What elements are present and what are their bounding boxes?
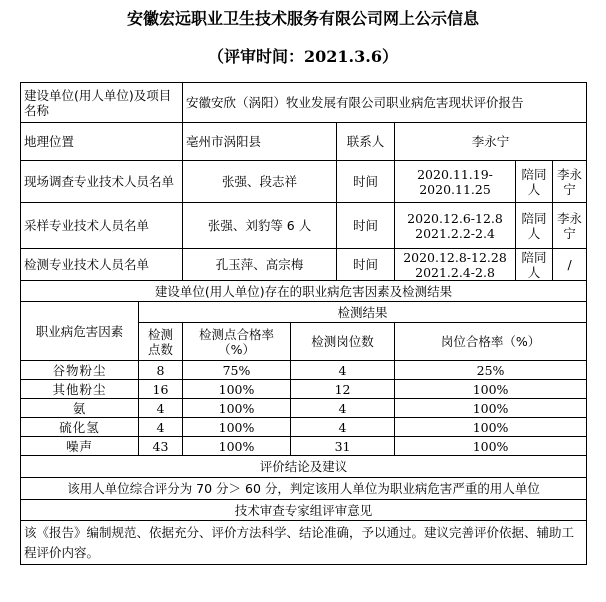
survey-companion-label: 陪同人 <box>516 161 553 203</box>
post-rate-cell: 100% <box>395 380 587 399</box>
location-row <box>21 123 587 161</box>
disclosure-table <box>20 82 587 565</box>
contact-value: 李永宁 <box>395 123 587 161</box>
hazards-title-row <box>21 281 587 302</box>
review-title: 技术审查专家组评审意见 <box>21 500 587 521</box>
col-point-rate: 检测点合格率（%） <box>183 323 291 361</box>
posts-cell: 12 <box>291 380 395 399</box>
posts-cell: 4 <box>291 399 395 418</box>
results-header: 检测结果 <box>139 302 587 323</box>
hazards-header-row <box>21 302 587 323</box>
point-rate-cell: 100% <box>183 418 291 437</box>
points-cell: 4 <box>139 399 183 418</box>
conclusion-title: 评价结论及建议 <box>21 456 587 478</box>
factor-cell: 氨 <box>21 399 139 418</box>
location-value: 亳州市涡阳县 <box>183 123 337 161</box>
sampling-companion-label: 陪同人 <box>516 203 553 249</box>
review-text: 该《报告》编制规范、依据充分、评价方法科学、结论准确，予以通过。建议完善评价依据、辅助工程评价内容。 <box>21 521 587 565</box>
location-label: 地理位置 <box>21 123 183 161</box>
conclusion-text-row <box>21 478 587 500</box>
page-title: 安徽宏远职业卫生技术服务有限公司网上公示信息 <box>126 9 479 28</box>
testing-companion-value: / <box>553 249 587 281</box>
point-rate-cell: 100% <box>183 399 291 418</box>
sampling-time-value <box>395 203 516 249</box>
sampling-time-line2: 2021.2.2-2.4 <box>415 225 495 241</box>
points-cell: 4 <box>139 418 183 437</box>
factor-cell: 噪声 <box>21 437 139 456</box>
sampling-companion-value: 李永宁 <box>553 203 587 249</box>
post-rate-cell: 25% <box>395 361 587 380</box>
table-row <box>21 380 587 399</box>
table-row <box>21 418 587 437</box>
points-cell: 8 <box>139 361 183 380</box>
factor-header: 职业病危害因素 <box>21 302 139 361</box>
contact-label: 联系人 <box>337 123 395 161</box>
review-time: （评审时间：2021.3.6） <box>208 47 398 66</box>
post-rate-cell: 100% <box>395 418 587 437</box>
sampling-time-label: 时间 <box>337 203 395 249</box>
posts-cell: 31 <box>291 437 395 456</box>
conclusion-title-row <box>21 456 587 478</box>
conclusion-text: 该用人单位综合评分为 70 分＞ 60 分，判定该用人单位为职业病危害严重的用人单位 <box>21 478 587 500</box>
col-post-rate: 岗位合格率（%） <box>395 323 587 361</box>
testing-row <box>21 249 587 281</box>
posts-cell: 4 <box>291 418 395 437</box>
points-cell: 16 <box>139 380 183 399</box>
table-row <box>21 399 587 418</box>
survey-companion-value: 李永宁 <box>553 161 587 203</box>
survey-value: 张强、段志祥 <box>183 161 337 203</box>
review-title-row <box>21 500 587 521</box>
post-rate-cell: 100% <box>395 437 587 456</box>
unit-label: 建设单位(用人单位)及项目名称 <box>21 83 183 123</box>
factor-cell: 其他粉尘 <box>21 380 139 399</box>
sampling-value: 张强、刘豹等 6 人 <box>183 203 337 249</box>
point-rate-cell: 75% <box>183 361 291 380</box>
survey-time-label: 时间 <box>337 161 395 203</box>
testing-time-value <box>395 249 516 281</box>
review-text-row <box>21 521 587 565</box>
points-cell: 43 <box>139 437 183 456</box>
survey-row <box>21 161 587 203</box>
survey-time-value: 2020.11.19-2020.11.25 <box>395 161 516 203</box>
testing-time-line2: 2021.2.4-2.8 <box>415 264 495 280</box>
table-row <box>21 361 587 380</box>
survey-label: 现场调查专业技术人员名单 <box>21 161 183 203</box>
post-rate-cell: 100% <box>395 399 587 418</box>
sampling-time-line1: 2020.12.6-12.8 <box>407 210 503 226</box>
col-points: 检测点数 <box>139 323 183 361</box>
unit-value: 安徽安欣（涡阳）牧业发展有限公司职业病危害现状评价报告 <box>183 83 587 123</box>
testing-label: 检测专业技术人员名单 <box>21 249 183 281</box>
point-rate-cell: 100% <box>183 437 291 456</box>
point-rate-cell: 100% <box>183 380 291 399</box>
factor-cell: 谷物粉尘 <box>21 361 139 380</box>
table-row <box>21 437 587 456</box>
sampling-row <box>21 203 587 249</box>
hazards-section-title: 建设单位(用人单位)存在的职业病危害因素及检测结果 <box>21 281 587 302</box>
testing-value: 孔玉萍、高宗梅 <box>183 249 337 281</box>
col-posts: 检测岗位数 <box>291 323 395 361</box>
posts-cell: 4 <box>291 361 395 380</box>
unit-row <box>21 83 587 123</box>
testing-time-line1: 2020.12.8-12.28 <box>403 249 507 265</box>
testing-time-label: 时间 <box>337 249 395 281</box>
sampling-label: 采样专业技术人员名单 <box>21 203 183 249</box>
testing-companion-label: 陪同人 <box>516 249 553 281</box>
factor-cell: 硫化氢 <box>21 418 139 437</box>
